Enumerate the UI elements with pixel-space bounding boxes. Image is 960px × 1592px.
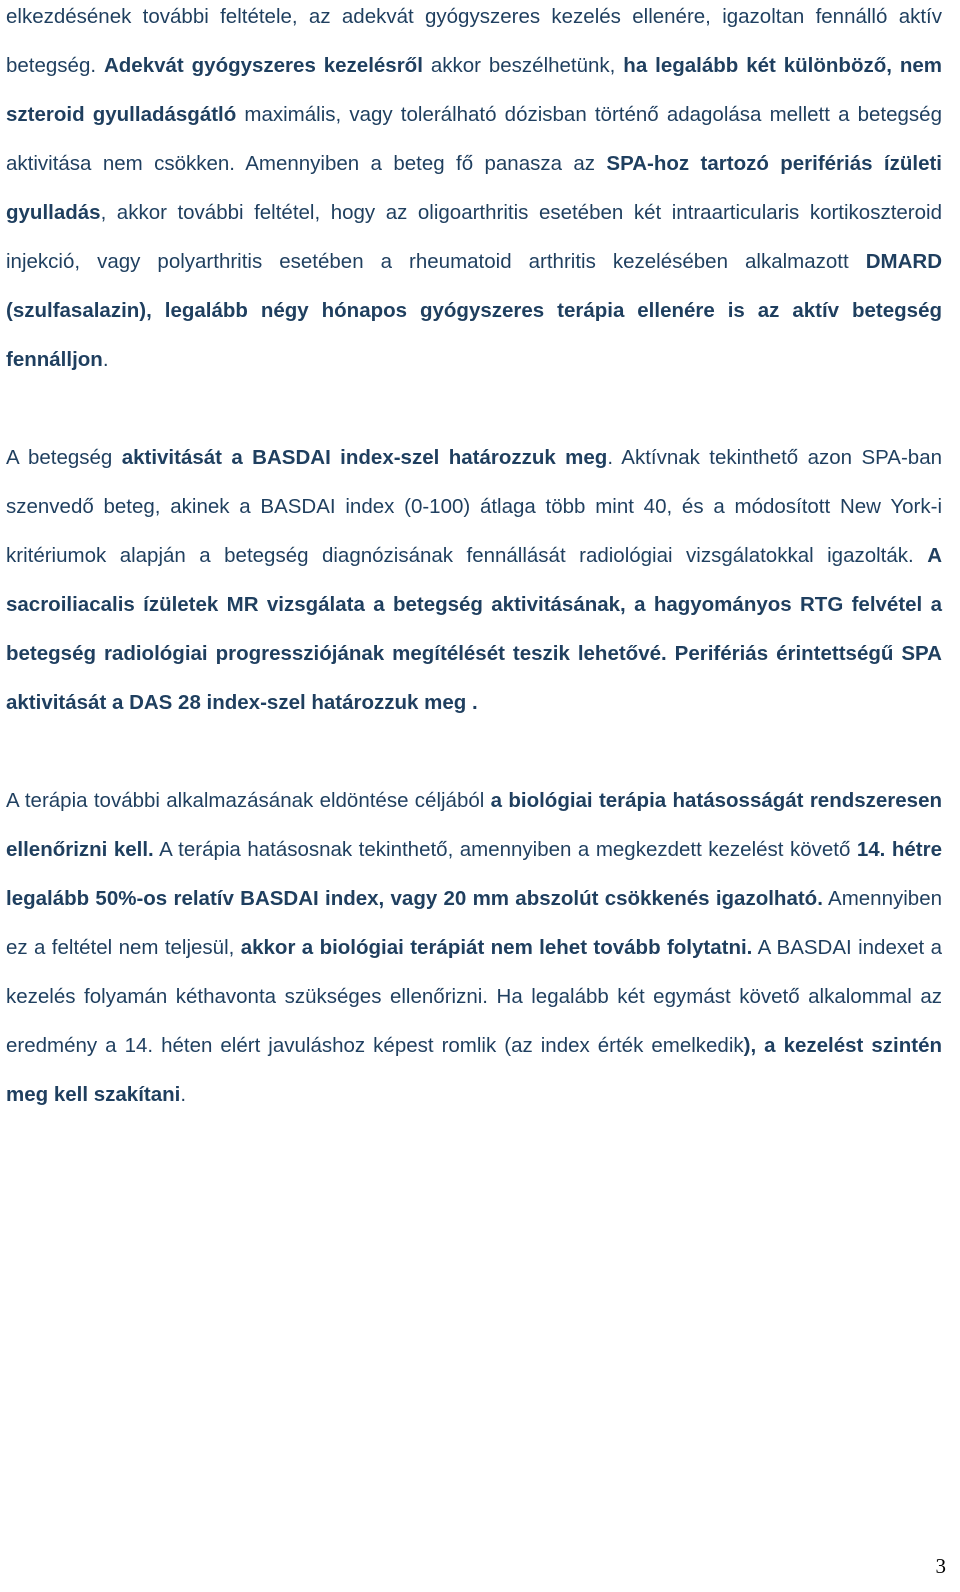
text-segment: A terápia hatásosnak tekinthető, amennyiben a megkezdett kezelést követő bbox=[153, 838, 857, 861]
text-segment: . bbox=[180, 1083, 187, 1106]
text-segment: , akkor további feltétel, hogy az oligoarthritis esetében két intraarticularis kortikoszteroid injekció, vagy polyarthritis esetében a rheumatoid arthritis kezelésében alkalmazott bbox=[6, 201, 942, 273]
bold-text-segment: 14. hétre legalább 50%-os relatív BASDAI index, vagy 20 mm abszolút csökkenés igazolható. bbox=[6, 838, 942, 910]
bold-text-segment: ), a kezelést szintén meg kell szakítani bbox=[6, 1034, 942, 1106]
bold-text-segment: DMARD (szulfasalazin), legalább négy hónapos gyógyszeres terápia ellenére is az aktív betegség fennálljon bbox=[6, 250, 942, 371]
paragraph-eligibility bbox=[6, 0, 942, 384]
text-segment: A betegség bbox=[6, 446, 122, 469]
document-page bbox=[6, 0, 942, 1119]
paragraph-activity-assessment bbox=[6, 433, 942, 727]
paragraph-therapy-evaluation bbox=[6, 776, 942, 1119]
text-segment: akkor beszélhetünk, bbox=[422, 54, 624, 77]
text-segment: A terápia további alkalmazásának eldöntése céljából bbox=[6, 789, 491, 812]
text-segment: elkezdésének további feltétele, az adekvát gyógyszeres kezelés ellenére, igazoltan fennálló aktív betegség. bbox=[6, 5, 942, 77]
bold-text-segment: A sacroiliacalis ízületek MR vizsgálata a betegség aktivitásának, a hagyományos RTG felvétel a betegség radiológiai progressziójának megítélését teszik lehetővé. Perifériás érintettségű SPA aktivitását a DAS 28 index-szel határozzuk meg . bbox=[6, 544, 942, 714]
bold-text-segment: ha legalább két különböző, nem szteroid gyulladásgátló bbox=[6, 54, 942, 126]
bold-text-segment: aktivitását a BASDAI index-szel határozzuk meg bbox=[121, 446, 608, 469]
bold-text-segment: SPA-hoz tartozó perifériás ízületi gyulladás bbox=[6, 152, 942, 224]
bold-text-segment: Adekvát gyógyszeres kezelésről bbox=[103, 54, 423, 77]
text-segment: A BASDAI indexet a kezelés folyamán kéthavonta szükséges ellenőrizni. Ha legalább két egymást követő alkalommal az eredmény a 14. héten elért javuláshoz képest romlik (az index érték emelkedik bbox=[6, 936, 942, 1057]
text-segment: . Aktívnak tekinthető azon SPA-ban szenvedő beteg, akinek a BASDAI index (0-100) átlaga több mint 40, és a módosított New York-i kritériumok alapján a betegség diagnózisának fennállását radiológiai vizsgálatokkal igazolták. bbox=[6, 446, 942, 567]
bold-text-segment: akkor a biológiai terápiát nem lehet tovább folytatni. bbox=[240, 936, 753, 959]
bold-text-segment: a biológiai terápia hatásosságát rendszeresen ellenőrizni kell. bbox=[6, 789, 943, 861]
text-segment: maximális, vagy tolerálható dózisban történő adagolása mellett a betegség aktivitása nem csökken. Amennyiben a beteg fő panasza az bbox=[6, 103, 942, 175]
text-segment: . bbox=[102, 348, 109, 371]
page-number: 3 bbox=[935, 1554, 946, 1578]
text-segment: Amennyiben ez a feltétel nem teljesül, bbox=[6, 887, 942, 959]
